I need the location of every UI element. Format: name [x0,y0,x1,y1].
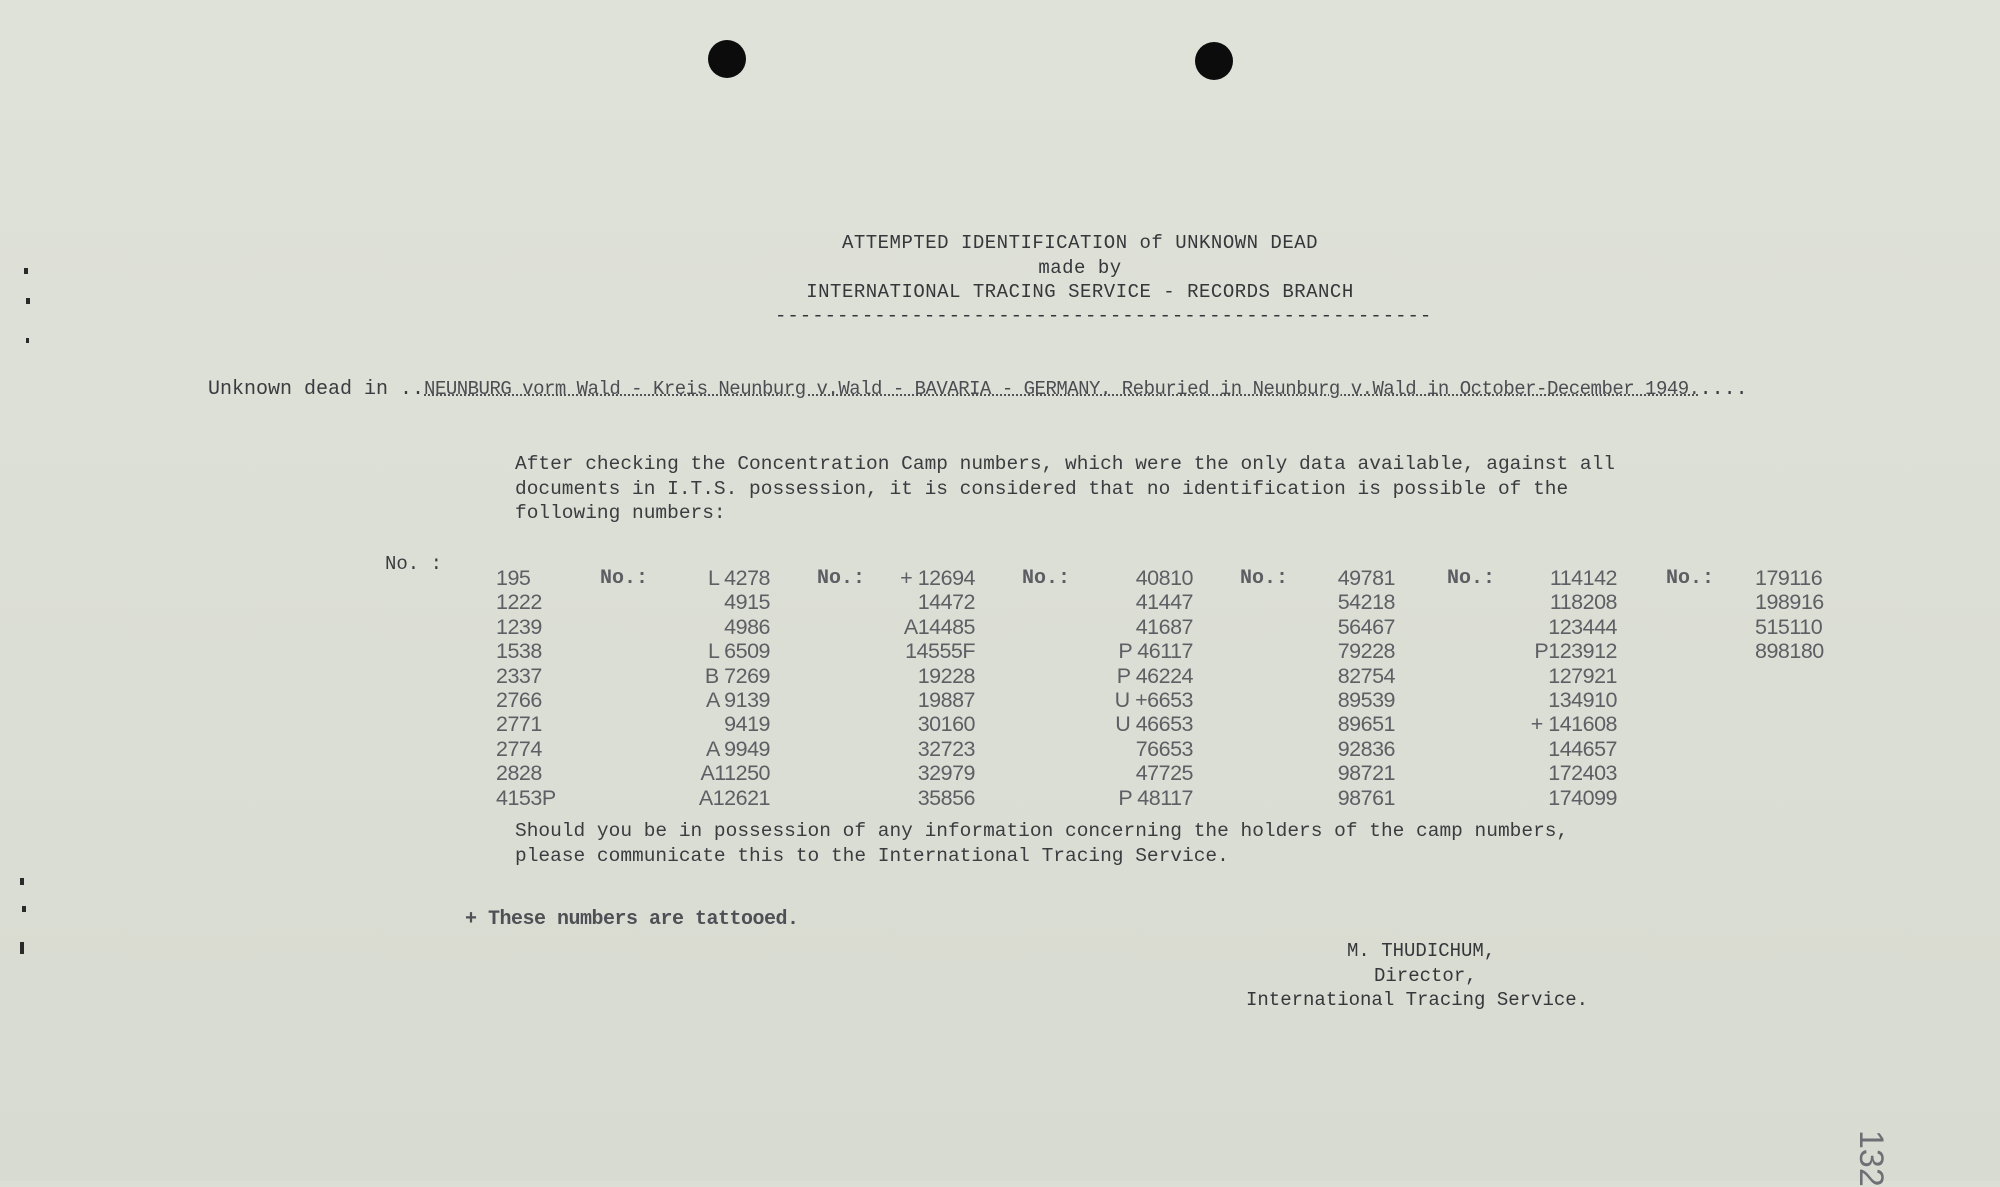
margin-mark [22,906,26,912]
camp-number: 118208 [1549,590,1617,615]
camp-number: 14472 [917,590,975,615]
heading-title: ATTEMPTED IDENTIFICATION of UNKNOWN DEAD [841,232,1319,254]
camp-number: L 4278 [708,566,770,590]
camp-number: 9419 [724,712,770,737]
signature-title: Director, [1374,965,1477,987]
camp-number: 19228 [917,663,975,688]
camp-number: 19887 [917,688,975,713]
column-label: No.: [1447,567,1496,590]
unknown-dead-prefix: Unknown dead in .. [208,378,425,401]
closing-line: Should you be in possession of any information concerning the holders of the camp numbers, [515,820,1569,842]
camp-number: A11250 [700,761,770,786]
camp-number: A 9139 [706,688,770,713]
camp-number: 1239 [496,614,542,639]
camp-number: 195 [496,566,531,590]
camp-number: 41687 [1135,614,1193,639]
punch-hole-right [1195,42,1233,80]
camp-number: 2828 [496,761,542,786]
camp-number: L 6509 [708,639,770,664]
numbers-column-1 [496,566,556,810]
camp-number: 179116 [1755,566,1823,590]
camp-number: 114142 [1549,566,1617,590]
camp-number: 40810 [1135,566,1193,590]
camp-number: A 9949 [706,736,770,761]
camp-number: 144657 [1548,736,1617,761]
camp-number: 76653 [1135,736,1193,761]
camp-number: B 7269 [704,663,770,688]
camp-number: 49781 [1337,566,1395,590]
intro-line: After checking the Concentration Camp numbers, which were the only data available, against all [515,453,1615,475]
camp-number: + 141608 [1530,712,1617,737]
camp-number: 32979 [917,761,975,786]
camp-number: A14485 [903,614,975,639]
column-label: No.: [1240,567,1289,590]
unknown-dead-line [208,378,1748,401]
camp-number: 4153P [496,785,556,810]
page-number: 132 [1852,1130,1890,1187]
camp-number: 123444 [1548,614,1617,639]
heading-made-by: made by [1038,257,1122,279]
camp-number: 2771 [496,712,542,737]
closing-line: please communicate this to the International Tracing Service. [515,844,1229,867]
signature-name: M. THUDICHUM, [1347,940,1496,962]
camp-number: 1538 [496,639,542,664]
column-label: No.: [817,567,866,590]
camp-number: 56467 [1337,614,1395,639]
margin-mark [26,338,29,343]
camp-number: U 46653 [1115,712,1193,737]
camp-number: 127921 [1548,663,1617,688]
camp-number: 82754 [1337,663,1395,688]
margin-mark [20,878,24,885]
numbers-column-4 [1085,566,1193,810]
no-label: No. : [385,553,443,575]
intro-line: documents in I.T.S. possession, it is considered that no identification is possible of the [515,477,1569,500]
camp-number: P123912 [1534,639,1617,664]
camp-number: P 46117 [1118,639,1193,664]
numbers-column-7 [1755,566,1824,664]
camp-number: P 48117 [1118,785,1193,810]
camp-number: 89651 [1337,712,1395,737]
camp-number: 30160 [917,712,975,737]
column-label: No.: [1666,567,1715,590]
numbers-column-5 [1310,566,1395,810]
camp-number: P 46224 [1116,663,1193,688]
camp-number: 92836 [1337,736,1395,761]
column-label: No.: [600,567,649,590]
numbers-column-2 [670,566,770,810]
camp-number: 898180 [1755,639,1824,664]
camp-number: 198916 [1755,590,1824,615]
intro-line: following numbers: [515,502,726,524]
camp-number: 4915 [724,590,770,615]
camp-number: 98721 [1337,761,1395,786]
camp-number: 2766 [496,688,542,713]
intro-paragraph [515,452,1615,526]
camp-number: 35856 [917,785,975,810]
numbers-column-6 [1480,566,1617,810]
camp-number: 79228 [1337,639,1395,664]
camp-number: 4986 [724,614,770,639]
camp-number: 174099 [1548,785,1617,810]
camp-number: 41447 [1135,590,1193,615]
camp-number: 89539 [1337,688,1395,713]
tattoo-note: + These numbers are tattooed. [465,908,799,931]
heading-rule: ----------------------------------------------------- [775,305,1433,327]
camp-number: 32723 [917,736,975,761]
margin-mark [20,942,24,954]
camp-number: 134910 [1548,688,1617,713]
signature-org: International Tracing Service. [1246,989,1589,1011]
camp-number: 14555F [905,639,975,664]
heading-branch: INTERNATIONAL TRACING SERVICE - RECORDS BRANCH [806,281,1354,303]
column-label: No.: [1022,567,1071,590]
punch-hole-left [708,40,746,78]
camp-number: 47725 [1135,761,1193,786]
camp-number: U +6653 [1114,688,1193,713]
camp-number: 54218 [1337,590,1395,615]
camp-number: + 12694 [900,566,975,590]
camp-number: 172403 [1548,761,1617,786]
camp-number: 2337 [496,663,542,688]
camp-number: 2774 [496,736,542,761]
camp-number: 1222 [496,590,542,615]
closing-paragraph [515,819,1568,868]
camp-number: 98761 [1337,785,1395,810]
camp-number: 515110 [1755,614,1823,639]
numbers-column-3 [870,566,975,810]
unknown-dead-suffix: .... [1699,378,1748,401]
camp-number: A12621 [698,785,770,810]
unknown-dead-place: NEUNBURG vorm Wald - Kreis Neunburg v.Wald - BAVARIA - GERMANY. Reburied in Neunburg v.Wald in October-December 1949. [424,378,1700,400]
